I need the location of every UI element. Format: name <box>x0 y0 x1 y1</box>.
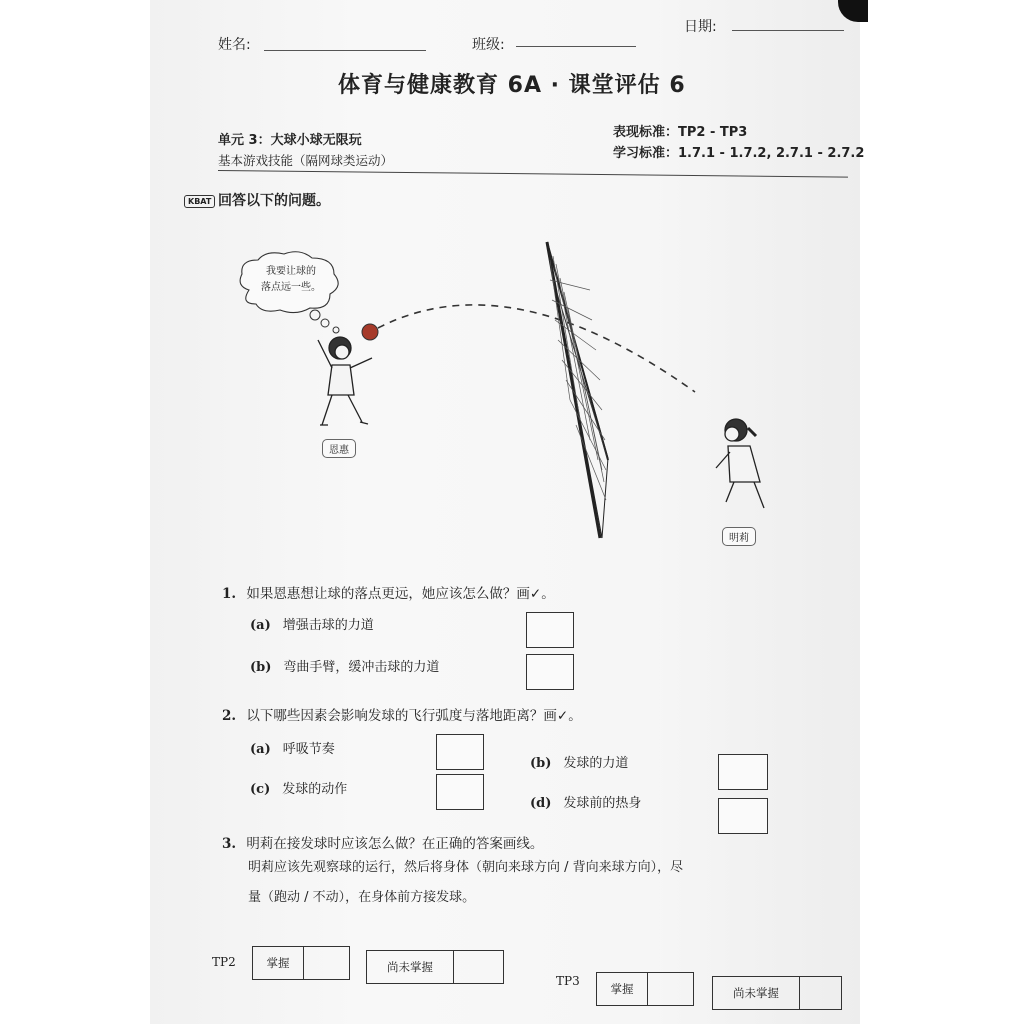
player-right-name: 明莉 <box>722 527 756 546</box>
thought-line-2: 落点远一些。 <box>261 282 321 293</box>
question-1-number: 1. <box>222 586 237 602</box>
tp3-not-mastered-text: 尚未掌握 <box>713 977 800 1009</box>
q1-option-a-text: 增强击球的力道 <box>282 618 374 633</box>
q2-option-a-label: (a) <box>250 742 271 757</box>
tp3-mastered-text: 掌握 <box>597 973 648 1005</box>
q1-option-b-checkbox[interactable] <box>526 654 574 690</box>
tp3-mastered-box[interactable] <box>596 972 694 1006</box>
thought-bubble-text <box>246 264 336 296</box>
tp2-mastered-text: 掌握 <box>253 947 304 979</box>
player-left-name: 恩惠 <box>322 439 356 458</box>
question-1 <box>222 584 555 604</box>
q2-option-d-checkbox[interactable] <box>718 798 768 834</box>
question-2-number: 2. <box>222 708 237 724</box>
q1-option-a <box>250 614 374 633</box>
kbat-badge: KBAT <box>184 195 215 208</box>
learning-standard: 学习标准：1.7.1 - 1.7.2, 2.7.1 - 2.7.2 <box>613 146 865 161</box>
tp2-label: TP2 <box>212 955 236 969</box>
q2-option-c-text: 发球的动作 <box>282 782 348 797</box>
question-1-text: 如果恩惠想让球的落点更远，她应该怎么做？画✓。 <box>246 586 555 602</box>
q2-option-b-label: (b) <box>530 756 552 771</box>
q1-option-b-label: (b) <box>250 660 272 675</box>
tp2-not-mastered-box[interactable] <box>366 950 504 984</box>
tp2-not-mastered-text: 尚未掌握 <box>367 951 454 983</box>
tp3-not-mastered-box[interactable] <box>712 976 842 1010</box>
question-3-number: 3. <box>222 836 237 852</box>
name-label: 姓名: <box>218 37 251 53</box>
net <box>547 242 608 538</box>
question-2 <box>222 706 582 726</box>
q2-option-b-text: 发球的力道 <box>563 756 629 771</box>
ball <box>362 324 378 340</box>
class-field[interactable] <box>516 46 636 47</box>
q1-option-b-text: 弯曲手臂，缓冲击球的力道 <box>283 660 440 675</box>
tp3-label: TP3 <box>556 974 580 988</box>
name-field[interactable] <box>264 50 426 51</box>
q2-option-b <box>530 752 628 771</box>
q2-option-c <box>250 778 347 797</box>
q1-option-b <box>250 656 439 675</box>
q2-option-c-checkbox[interactable] <box>436 774 484 810</box>
question-3-text: 明莉在接发球时应该怎么做？在正确的答案画线。 <box>246 836 544 852</box>
date-field[interactable] <box>732 30 844 31</box>
question-2-text: 以下哪些因素会影响发球的飞行弧度与落地距离？画✓。 <box>246 708 582 724</box>
q2-option-b-checkbox[interactable] <box>718 754 768 790</box>
q2-option-a <box>250 738 335 757</box>
class-label: 班级: <box>472 37 505 53</box>
unit-line2: 基本游戏技能（隔网球类运动） <box>218 153 394 168</box>
player-right-figure <box>716 419 764 508</box>
date-label: 日期: <box>684 19 717 35</box>
player-left-figure <box>318 337 372 425</box>
question-3-line-2[interactable]: 量（跑动 / 不动），在身体前方接发球。 <box>248 890 476 905</box>
unit-line1: 单元 3：大球小球无限玩 <box>218 133 362 148</box>
question-3-line-1[interactable]: 明莉应该先观察球的运行，然后将身体（朝向来球方向 / 背向来球方向），尽 <box>248 860 684 875</box>
q1-option-a-label: (a) <box>250 618 271 633</box>
q2-option-a-text: 呼吸节奏 <box>282 742 335 757</box>
instruction-text: 回答以下的问题。 <box>218 193 330 209</box>
page-title: 体育与健康教育 6A · 课堂评估 6 <box>338 73 686 98</box>
performance-standard: 表现标准：TP2 - TP3 <box>613 125 748 140</box>
ball-trajectory <box>378 305 695 392</box>
tp2-mastered-box[interactable] <box>252 946 350 980</box>
q2-option-a-checkbox[interactable] <box>436 734 484 770</box>
q2-option-c-label: (c) <box>250 782 271 797</box>
q2-option-d <box>530 792 641 811</box>
q2-option-d-text: 发球前的热身 <box>563 796 642 811</box>
thought-line-1: 我要让球的 <box>266 266 316 277</box>
q2-option-d-label: (d) <box>530 796 552 811</box>
question-3 <box>222 834 543 854</box>
q1-option-a-checkbox[interactable] <box>526 612 574 648</box>
